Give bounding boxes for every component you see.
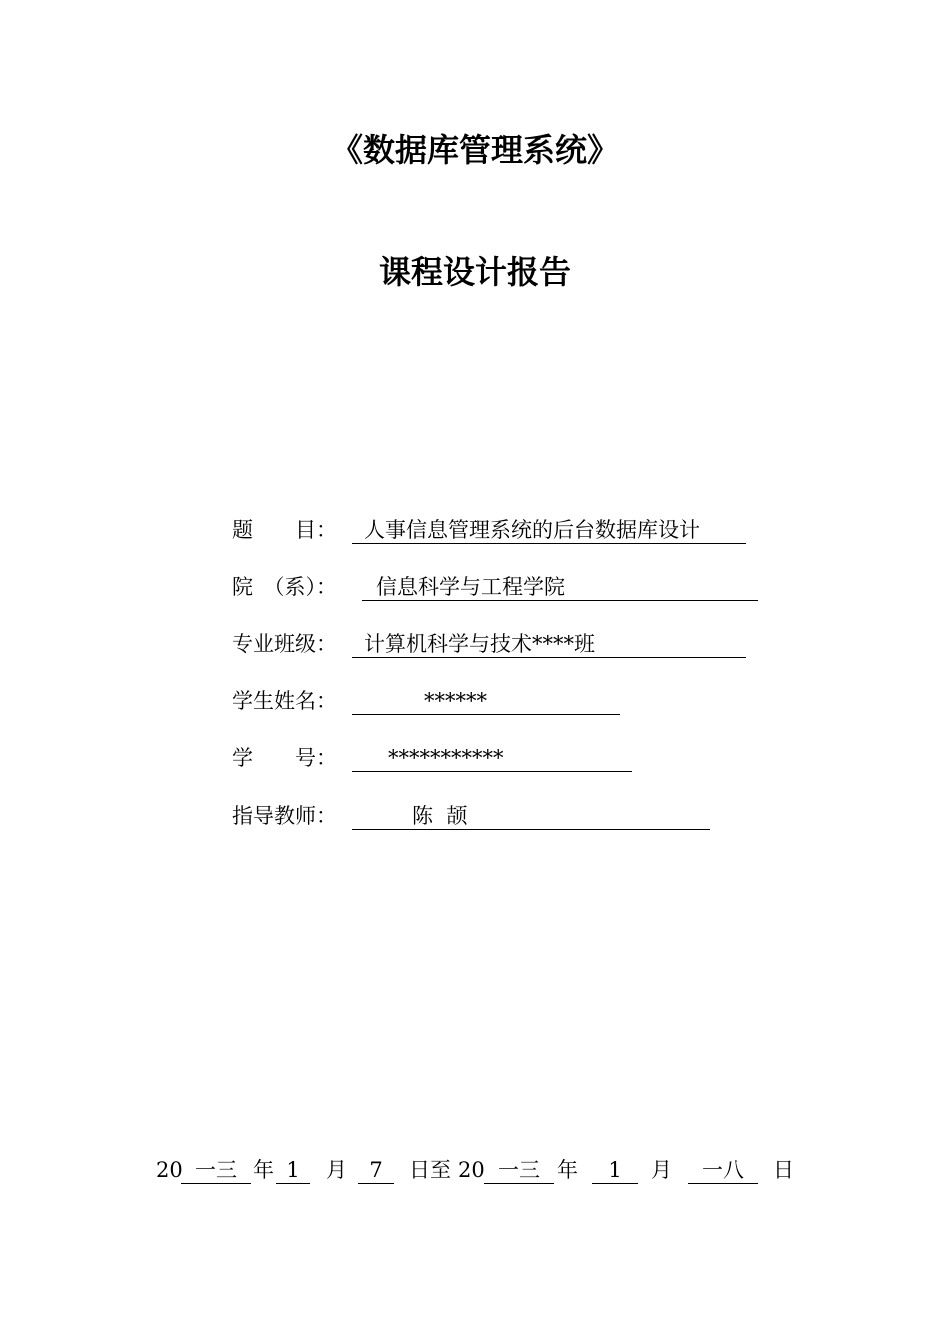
college-value: 信息科学与工程学院: [376, 575, 565, 599]
end-year-label: 年: [557, 1158, 578, 1182]
college-value-underline: [362, 570, 758, 601]
student-name-value: ******: [424, 689, 487, 713]
advisor-value: 陈 颉: [412, 804, 468, 828]
start-year: 一三: [181, 1153, 251, 1184]
start-year-prefix: 20: [156, 1158, 183, 1182]
major-class-value: 计算机科学与技术****班: [364, 632, 595, 656]
date-range: [0, 1153, 950, 1187]
advisor-label: 指导教师：: [232, 804, 337, 828]
start-month-label: 月: [326, 1158, 347, 1182]
student-id-value-underline: [352, 741, 632, 772]
start-day: 7: [358, 1153, 394, 1184]
report-title-line1: 《数据库管理系统》: [330, 131, 619, 169]
student-name-label: 学生姓名：: [232, 689, 337, 713]
student-id-label: 学 号：: [232, 746, 337, 770]
end-month-label: 月: [651, 1158, 672, 1182]
topic-value-underline: [352, 513, 746, 544]
topic-label: 题 目：: [232, 518, 337, 542]
end-day: 一八: [688, 1153, 758, 1184]
start-year-label: 年: [253, 1158, 274, 1182]
end-day-label: 日: [773, 1158, 794, 1182]
end-year-prefix: 20: [458, 1158, 485, 1182]
end-month: 1: [592, 1153, 638, 1184]
start-month: 1: [276, 1153, 310, 1184]
topic-value: 人事信息管理系统的后台数据库设计: [364, 518, 700, 542]
student-name-value-underline: [352, 684, 620, 715]
major-class-value-underline: [352, 627, 746, 658]
report-title-line2: 课程设计报告: [378, 253, 571, 291]
college-label: 院 （系）：: [232, 575, 337, 599]
advisor-value-underline: [352, 799, 710, 830]
major-class-label: 专业班级：: [232, 632, 337, 656]
student-id-value: ***********: [388, 746, 504, 770]
end-year: 一三: [484, 1153, 554, 1184]
start-day-label: 日至: [409, 1158, 451, 1182]
